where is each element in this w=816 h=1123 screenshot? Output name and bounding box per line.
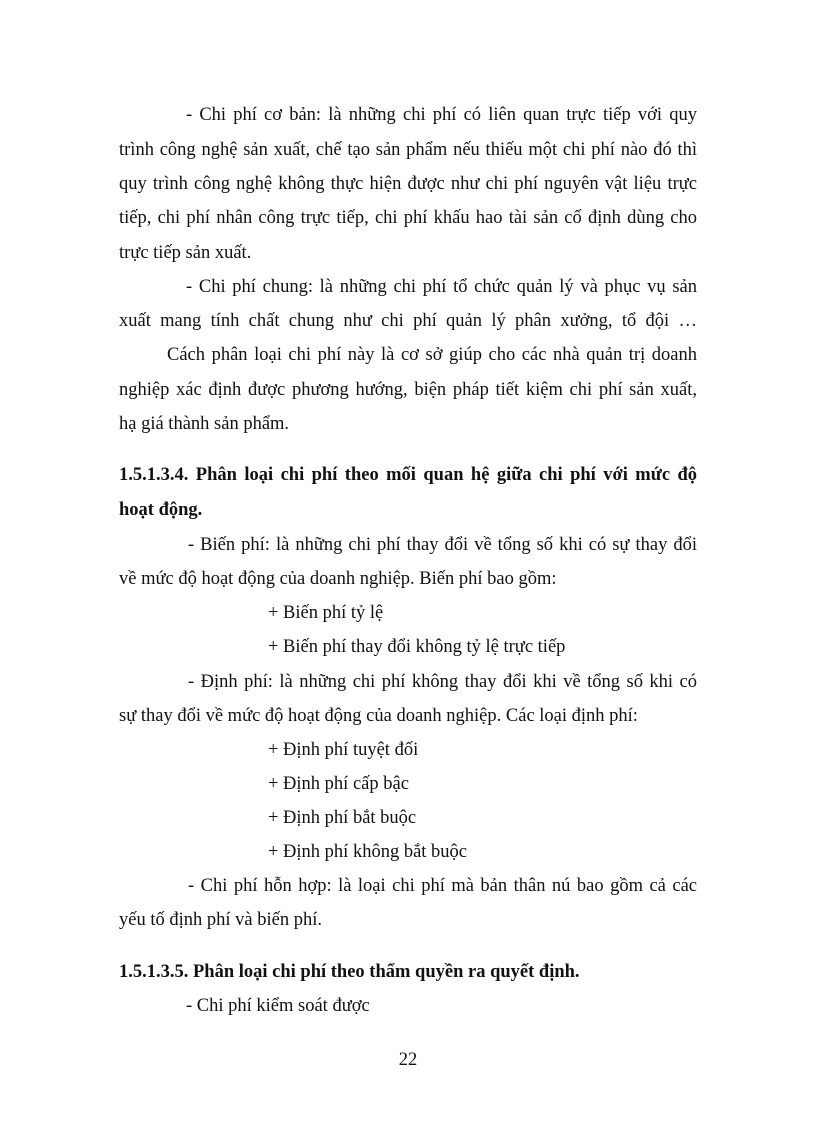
paragraph-basic-cost-line-4: tiếp, chi phí nhân công trực tiếp, chi phí khấu hao tài sản cố định dùng cho — [119, 208, 697, 228]
section-heading-1-5-1-3-5: 1.5.1.3.5. Phân loại chi phí theo thẩm quyền ra quyết định. — [119, 962, 580, 982]
list-item-variable-cost-proportional: + Biến phí tỷ lệ — [268, 603, 384, 623]
paragraph-controllable-cost: - Chi phí kiểm soát được — [186, 996, 370, 1016]
paragraph-basic-cost-line-5: trực tiếp sản xuất. — [119, 243, 252, 263]
paragraph-basic-cost-line-2: trình công nghệ sản xuất, chế tạo sản phẩm nếu thiếu một chi phí nào đó thì — [119, 140, 697, 160]
paragraph-variable-cost-line-2: về mức độ hoạt động của doanh nghiệp. Biến phí bao gồm: — [119, 569, 557, 589]
paragraph-variable-cost-line-1: - Biến phí: là những chi phí thay đổi về tổng số khi có sự thay đổi — [188, 535, 697, 555]
paragraph-classification-line-3: hạ giá thành sản phẩm. — [119, 414, 290, 434]
section-heading-1-5-1-3-4-line-1: 1.5.1.3.4. Phân loại chi phí theo mối quan hệ giữa chi phí với mức độ — [119, 465, 697, 485]
paragraph-general-cost-line-2: xuất mang tính chất chung như chi phí quản lý phân xưởng, tổ đội … — [119, 311, 697, 331]
page-number: 22 — [398, 1050, 418, 1070]
paragraph-fixed-cost-line-1: - Định phí: là những chi phí không thay đổi khi về tổng số khi có — [188, 672, 697, 692]
list-item-fixed-cost-committed: + Định phí bắt buộc — [268, 808, 417, 828]
paragraph-basic-cost-line-3: quy trình công nghệ không thực hiện được như chi phí nguyên vật liệu trực — [119, 174, 697, 194]
paragraph-general-cost-line-1: - Chi phí chung: là những chi phí tổ chức quản lý và phục vụ sản — [186, 277, 697, 297]
list-item-fixed-cost-absolute: + Định phí tuyệt đối — [268, 740, 419, 760]
list-item-variable-cost-non-proportional: + Biến phí thay đổi không tỷ lệ trực tiếp — [268, 637, 566, 657]
paragraph-mixed-cost-line-2: yếu tố định phí và biến phí. — [119, 910, 322, 930]
paragraph-classification-line-1: Cách phân loại chi phí này là cơ sở giúp cho các nhà quản trị doanh — [167, 345, 697, 365]
paragraph-classification-line-2: nghiệp xác định được phương hướng, biện pháp tiết kiệm chi phí sản xuất, — [119, 380, 697, 400]
list-item-fixed-cost-step: + Định phí cấp bậc — [268, 774, 409, 794]
paragraph-fixed-cost-line-2: sự thay đổi về mức độ hoạt động của doanh nghiệp. Các loại định phí: — [119, 706, 638, 726]
section-heading-1-5-1-3-4-line-2: hoạt động. — [119, 500, 203, 520]
paragraph-mixed-cost-line-1: - Chi phí hỗn hợp: là loại chi phí mà bản thân nú bao gồm cả các — [188, 876, 697, 896]
paragraph-basic-cost-line-1: - Chi phí cơ bản: là những chi phí có liên quan trực tiếp với quy — [186, 105, 697, 125]
list-item-fixed-cost-discretionary: + Định phí không bắt buộc — [268, 842, 468, 862]
